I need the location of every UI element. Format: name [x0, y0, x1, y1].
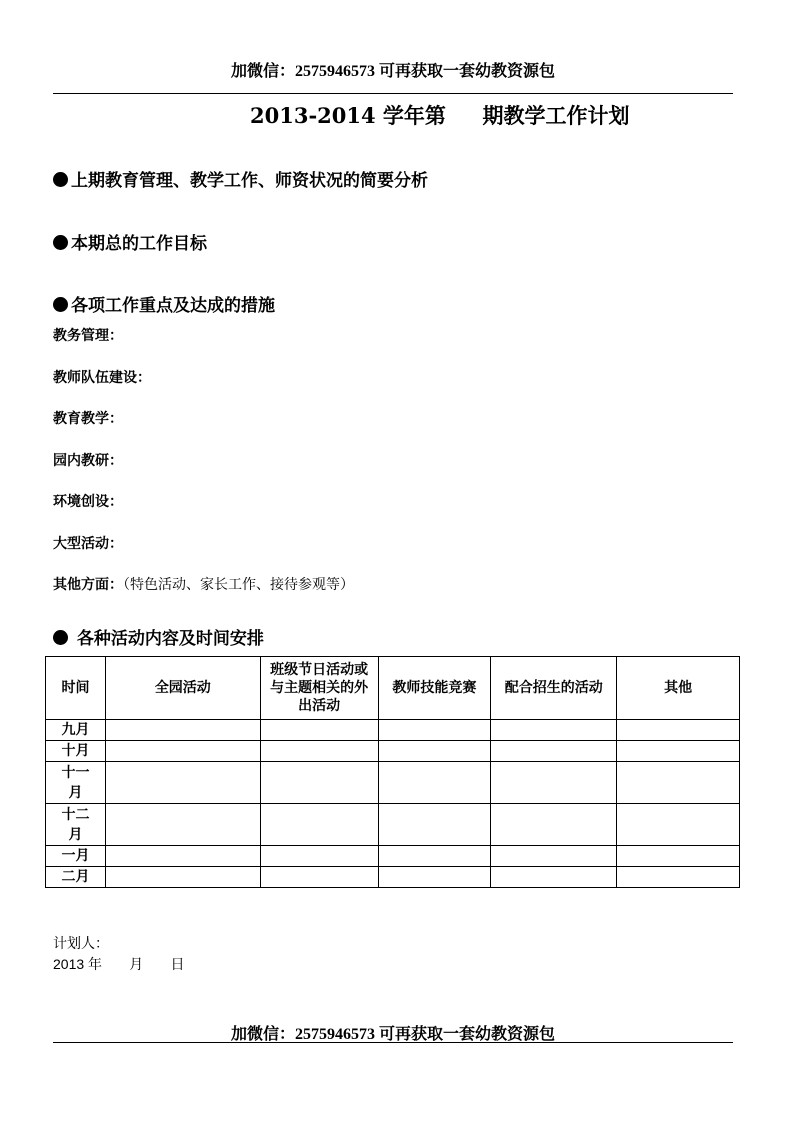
item-environment: 环境创设：	[53, 494, 123, 510]
header-cell-school-activities: 全园活动	[105, 657, 260, 720]
table-cell	[491, 762, 617, 804]
table-cell	[491, 720, 617, 741]
table-cell	[491, 846, 617, 867]
bullet-icon	[53, 630, 68, 645]
table-row	[46, 846, 740, 867]
table-cell	[617, 741, 740, 762]
item-teacher-team: 教师队伍建设：	[53, 370, 151, 386]
row-month-label: 二月	[46, 867, 106, 888]
table-row	[46, 762, 740, 804]
section-label: 本期总的工作目标	[71, 234, 207, 254]
header-cell-class-activities: 班级节日活动或与主题相关的外出活动	[260, 657, 378, 720]
table-row	[46, 867, 740, 888]
header-cell-teacher-contest: 教师技能竞赛	[378, 657, 491, 720]
page-title: 2013-2014 学年第 期教学工作计划	[250, 103, 630, 128]
table-cell	[617, 867, 740, 888]
table-cell	[378, 804, 491, 846]
section-key-tasks	[53, 291, 275, 316]
bottom-promo-text: 加微信：2575946573 可再获取一套幼教资源包	[230, 1026, 555, 1043]
table-row	[46, 741, 740, 762]
table-cell	[260, 804, 378, 846]
table-cell	[617, 846, 740, 867]
table-cell	[260, 846, 378, 867]
table-cell	[378, 867, 491, 888]
table-cell	[260, 867, 378, 888]
table-cell	[491, 867, 617, 888]
bullet-icon	[53, 172, 68, 187]
table-row	[46, 720, 740, 741]
item-academic-affairs: 教务管理：	[53, 328, 123, 344]
footer-divider	[53, 1042, 733, 1043]
table-cell	[105, 804, 260, 846]
table-cell	[260, 720, 378, 741]
row-month-label: 十二月	[46, 804, 106, 846]
bullet-icon	[53, 297, 68, 312]
table-cell	[105, 846, 260, 867]
table-cell	[378, 846, 491, 867]
section-label: 上期教育管理、教学工作、师资状况的简要分析	[71, 171, 428, 191]
header-cell-enrollment-activities: 配合招生的活动	[491, 657, 617, 720]
header-cell-other: 其他	[617, 657, 740, 720]
item-other-note: （特色活动、家长工作、接待参观等）	[123, 577, 354, 593]
plan-date: 2013 年 月 日	[53, 956, 185, 972]
row-month-label: 十一月	[46, 762, 106, 804]
table-cell	[617, 762, 740, 804]
row-month-label: 一月	[46, 846, 106, 867]
table-row	[46, 804, 740, 846]
item-other	[53, 574, 354, 594]
table-cell	[378, 720, 491, 741]
section-goals	[53, 229, 207, 254]
table-cell	[260, 762, 378, 804]
bullet-icon	[53, 235, 68, 250]
item-education: 教育教学：	[53, 411, 123, 427]
item-research: 园内教研：	[53, 453, 123, 469]
table-cell	[378, 741, 491, 762]
row-month-label: 十月	[46, 741, 106, 762]
table-cell	[105, 741, 260, 762]
top-promo-text: 加微信：2575946573 可再获取一套幼教资源包	[230, 63, 555, 80]
table-cell	[378, 762, 491, 804]
table-cell	[105, 720, 260, 741]
planner-label: 计划人：	[53, 935, 109, 951]
item-major-events: 大型活动：	[53, 536, 123, 552]
table-cell	[105, 762, 260, 804]
header-cell-time: 时间	[46, 657, 106, 720]
item-other-label: 其他方面：	[53, 577, 123, 593]
table-cell	[105, 867, 260, 888]
section-label: 各项工作重点及达成的措施	[71, 296, 275, 316]
row-month-label: 九月	[46, 720, 106, 741]
table-cell	[617, 804, 740, 846]
section-previous-analysis	[53, 166, 428, 191]
table-cell	[260, 741, 378, 762]
table-cell	[617, 720, 740, 741]
table-cell	[491, 804, 617, 846]
header-divider	[53, 93, 733, 94]
table-cell	[491, 741, 617, 762]
section-schedule	[53, 624, 264, 649]
table-header-row	[46, 657, 740, 720]
activity-schedule-table	[45, 656, 740, 888]
section-label: 各种活动内容及时间安排	[71, 629, 264, 649]
